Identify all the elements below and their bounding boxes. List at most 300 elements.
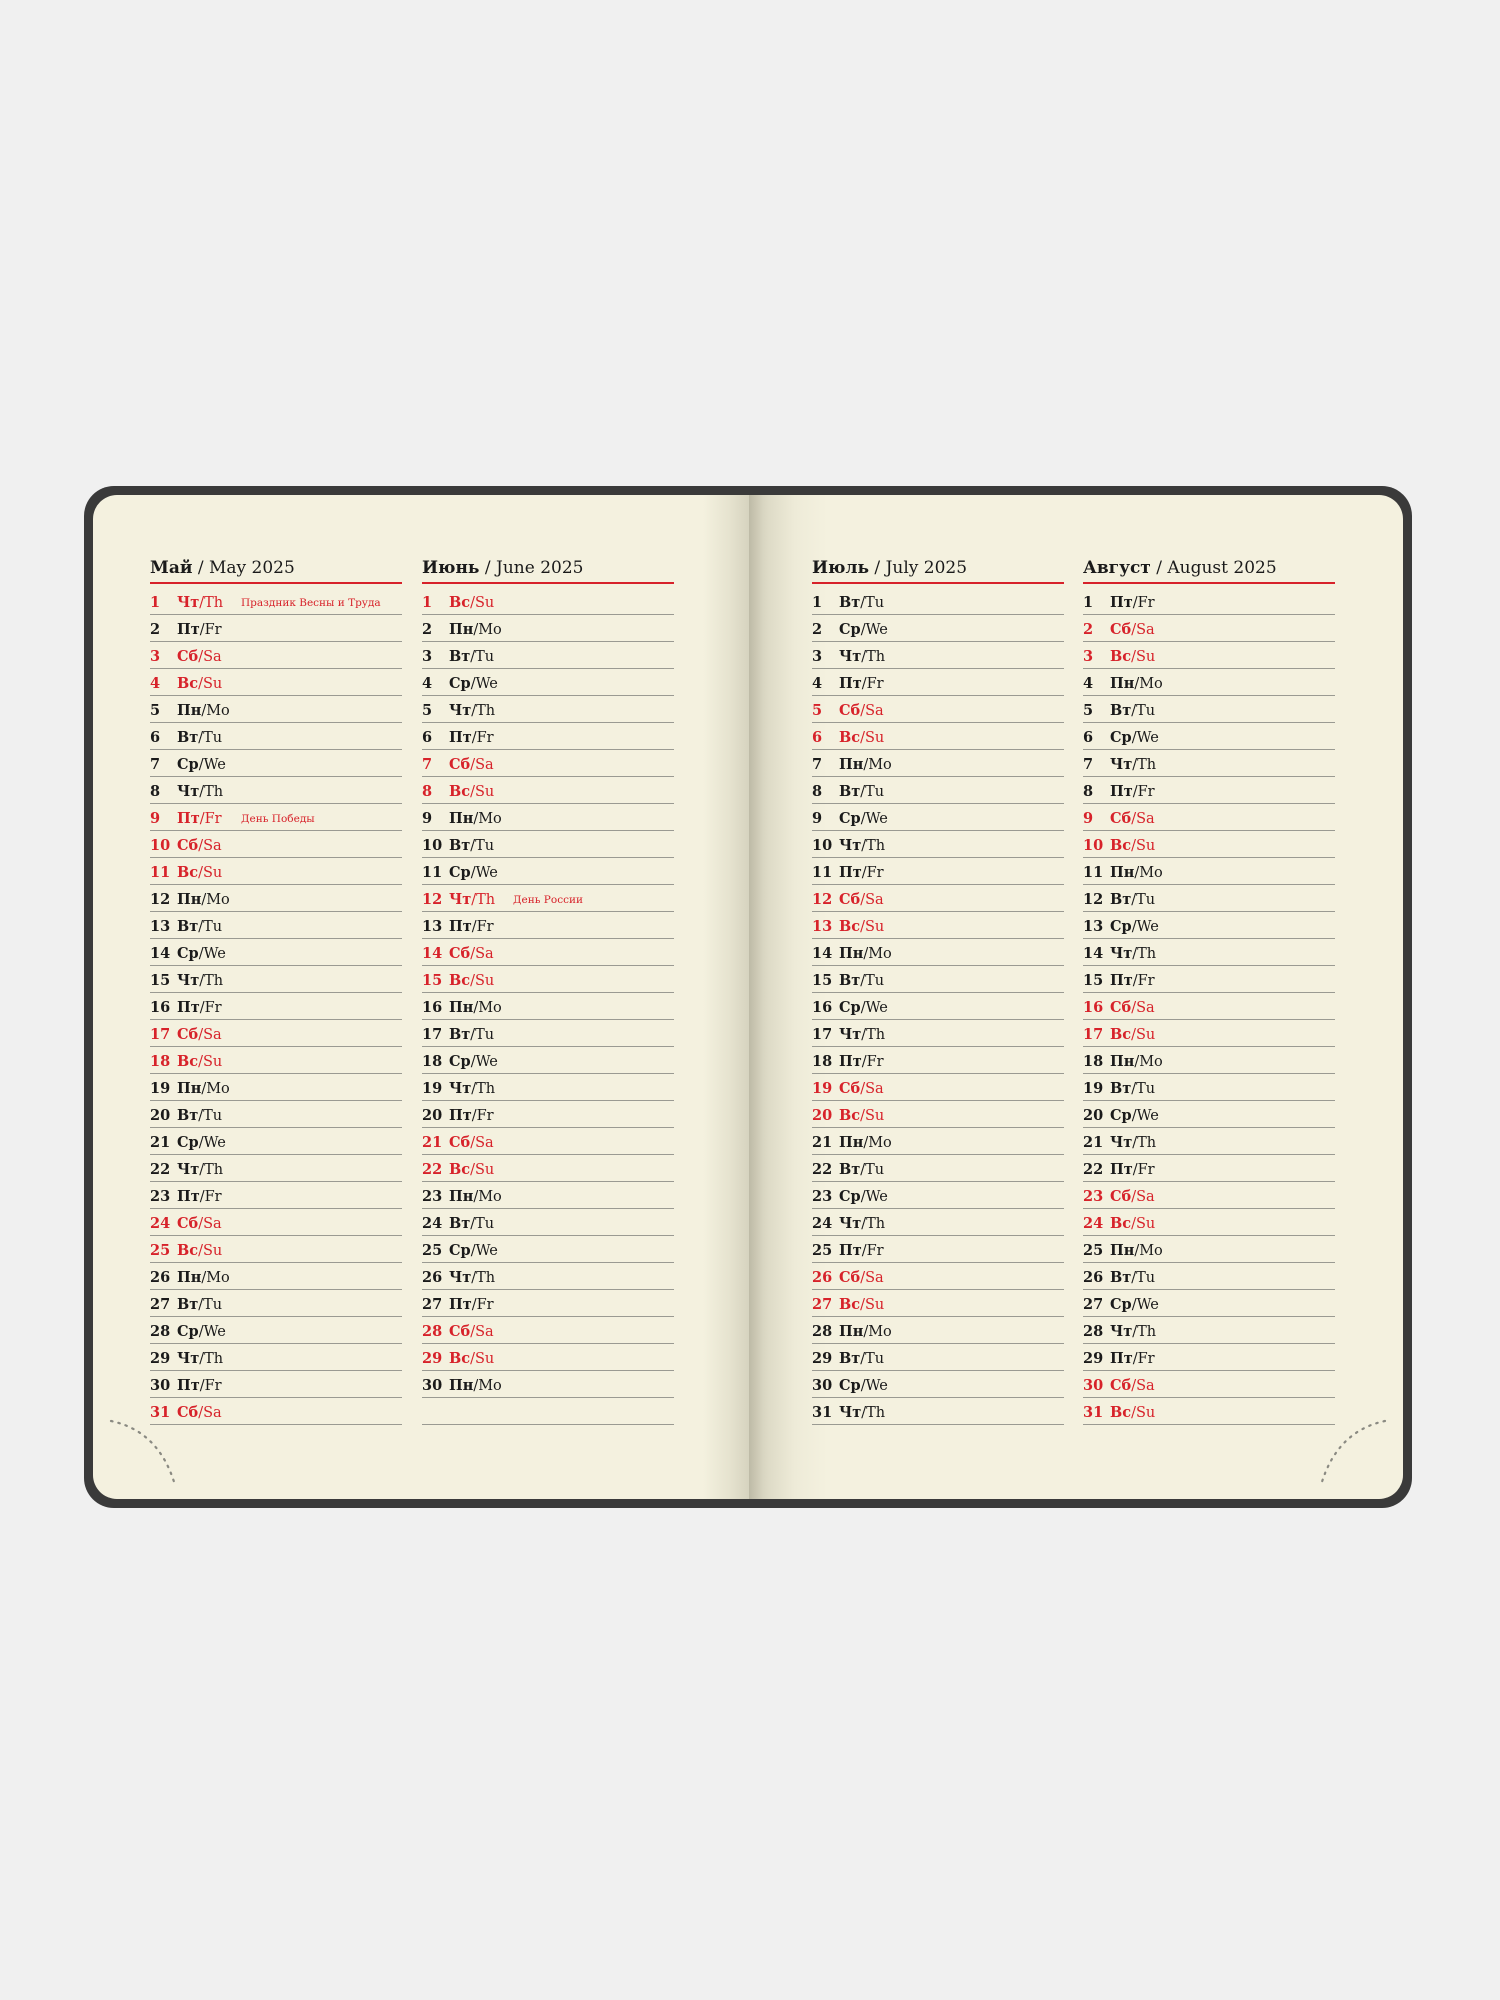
weekday-separator: / [1131, 1189, 1137, 1205]
day-row [422, 696, 674, 723]
weekday [449, 1080, 513, 1097]
weekday-separator: / [860, 1378, 866, 1394]
day-number: 14 [422, 945, 443, 962]
day-number: 22 [812, 1161, 833, 1178]
weekday-separator: / [198, 1135, 204, 1151]
day-row [422, 1209, 674, 1236]
weekday [449, 1215, 513, 1232]
weekday-separator: / [198, 1027, 204, 1043]
weekday [177, 1134, 241, 1151]
weekday-ru: Ср [177, 756, 199, 773]
weekday-en: Su [202, 1243, 223, 1259]
day-row [422, 912, 674, 939]
weekday-en: Th [204, 973, 224, 989]
day-row [812, 615, 1064, 642]
weekday-ru: Сб [839, 1080, 861, 1097]
weekday-en: Tu [865, 1351, 885, 1367]
day-number: 31 [812, 1404, 833, 1421]
weekday-en: Mo [478, 1000, 502, 1016]
weekday-separator: / [471, 703, 477, 719]
month-name-en: / May 2025 [192, 558, 295, 578]
weekday-en: Th [476, 892, 496, 908]
weekday-ru: Сб [177, 648, 199, 665]
day-row [1083, 1074, 1335, 1101]
weekday-ru: Ср [839, 1188, 861, 1205]
day-number: 31 [1083, 1404, 1104, 1421]
weekday-separator: / [198, 1297, 204, 1313]
weekday-ru: Пн [839, 1323, 864, 1340]
weekday-en: We [865, 1189, 888, 1205]
weekday-en: Sa [475, 946, 494, 962]
weekday-ru: Вс [177, 1053, 199, 1070]
day-row [812, 1209, 1064, 1236]
day-number: 5 [422, 702, 433, 719]
day-row [150, 1101, 402, 1128]
month-name-en: / July 2025 [869, 558, 968, 578]
weekday-en: Sa [203, 649, 222, 665]
weekday-en: Th [204, 784, 224, 800]
day-number: 8 [422, 783, 433, 800]
weekday-en: Fr [1137, 973, 1155, 989]
day-number: 23 [1083, 1188, 1104, 1205]
day-number: 16 [150, 999, 171, 1016]
weekday [449, 1188, 513, 1205]
weekday-separator: / [470, 649, 476, 665]
day-row [150, 966, 402, 993]
weekday-en: Th [1137, 757, 1157, 773]
day-number: 16 [422, 999, 443, 1016]
weekday-separator: / [861, 1027, 867, 1043]
weekday-separator: / [860, 784, 866, 800]
weekday [177, 1188, 241, 1205]
day-row [812, 858, 1064, 885]
day-number: 17 [150, 1026, 171, 1043]
weekday-en: Sa [203, 1216, 222, 1232]
day-row [422, 1047, 674, 1074]
weekday-en: Sa [865, 703, 884, 719]
weekday [839, 756, 903, 773]
weekday-en: Th [204, 1351, 224, 1367]
day-row [150, 669, 402, 696]
weekday [1110, 837, 1174, 854]
day-row [150, 1020, 402, 1047]
weekday [1110, 1269, 1174, 1286]
weekday-ru: Чт [839, 837, 862, 854]
day-number: 6 [422, 729, 433, 746]
day-row [150, 1128, 402, 1155]
day-number: 24 [150, 1215, 171, 1232]
weekday-en: Mo [478, 1378, 502, 1394]
weekday-en: Su [1135, 838, 1156, 854]
day-number: 19 [422, 1080, 443, 1097]
weekday [177, 918, 241, 935]
weekday [449, 594, 513, 611]
day-row [812, 1128, 1064, 1155]
weekday [177, 675, 241, 692]
day-row [150, 1047, 402, 1074]
weekday-separator: / [199, 1189, 205, 1205]
month-title [812, 552, 1064, 584]
day-number: 17 [1083, 1026, 1104, 1043]
weekday-ru: Вт [177, 918, 199, 935]
weekday-ru: Сб [839, 702, 861, 719]
weekday-ru: Пн [177, 891, 202, 908]
weekday-en: Fr [866, 865, 884, 881]
weekday-en: Mo [206, 1081, 230, 1097]
weekday-ru: Пт [839, 1242, 862, 1259]
weekday-en: Su [202, 1054, 223, 1070]
day-row [422, 1317, 674, 1344]
weekday [839, 1026, 903, 1043]
day-number: 16 [812, 999, 833, 1016]
weekday-ru: Вт [449, 1215, 471, 1232]
day-number: 26 [150, 1269, 171, 1286]
day-number: 9 [150, 810, 161, 827]
weekday-separator: / [1131, 1405, 1136, 1421]
weekday-en: Tu [1136, 892, 1156, 908]
weekday [839, 621, 903, 638]
weekday-ru: Вт [1110, 891, 1132, 908]
weekday-en: Sa [203, 1405, 222, 1421]
weekday-en: Th [866, 649, 886, 665]
day-number: 10 [1083, 837, 1104, 854]
weekday-separator: / [1131, 1378, 1137, 1394]
weekday-en: Th [476, 1081, 496, 1097]
day-row [1083, 1317, 1335, 1344]
weekday-en: Th [1137, 1324, 1157, 1340]
weekday [1110, 648, 1174, 665]
weekday-ru: Пт [1110, 1350, 1133, 1367]
day-number: 2 [1083, 621, 1094, 638]
day-number: 16 [1083, 999, 1104, 1016]
day-number: 19 [812, 1080, 833, 1097]
weekday-separator: / [860, 1189, 866, 1205]
weekday-separator: / [470, 946, 476, 962]
day-row [150, 588, 402, 615]
weekday-en: Sa [203, 1027, 222, 1043]
day-row [422, 939, 674, 966]
day-number: 15 [812, 972, 833, 989]
weekday [839, 1377, 903, 1394]
weekday-en: Sa [203, 838, 222, 854]
weekday-en: Fr [1137, 595, 1155, 611]
weekday-separator: / [198, 1054, 203, 1070]
weekday-en: We [1136, 730, 1159, 746]
weekday [449, 891, 513, 908]
day-row [1083, 1236, 1335, 1263]
weekday-en: Tu [1136, 1270, 1156, 1286]
day-row [812, 1263, 1064, 1290]
day-row [812, 804, 1064, 831]
weekday-separator: / [860, 919, 865, 935]
weekday-ru: Пт [839, 675, 862, 692]
weekday-en: Th [204, 595, 224, 611]
weekday-separator: / [470, 757, 476, 773]
weekday-en: We [865, 1378, 888, 1394]
day-row [812, 1182, 1064, 1209]
weekday-separator: / [1132, 946, 1138, 962]
day-number: 6 [812, 729, 823, 746]
day-row [1083, 804, 1335, 831]
weekday [839, 783, 903, 800]
weekday-ru: Пн [1110, 1242, 1135, 1259]
weekday-ru: Вт [177, 1296, 199, 1313]
weekday-separator: / [1131, 1027, 1136, 1043]
day-row [422, 642, 674, 669]
month-name-ru: Август [1083, 558, 1151, 578]
day-number: 8 [1083, 783, 1094, 800]
weekday-separator: / [860, 1162, 866, 1178]
weekday [1110, 1161, 1174, 1178]
weekday [1110, 810, 1174, 827]
weekday [1110, 864, 1174, 881]
day-number: 30 [422, 1377, 443, 1394]
weekday [839, 594, 903, 611]
day-row [422, 831, 674, 858]
day-number: 1 [150, 594, 161, 611]
day-number: 9 [1083, 810, 1094, 827]
month-title [422, 552, 674, 584]
month-name-ru: Июнь [422, 558, 480, 578]
day-number: 11 [150, 864, 171, 881]
weekday-en: We [475, 865, 498, 881]
weekday [839, 1269, 903, 1286]
weekday-ru: Вс [449, 1161, 471, 1178]
weekday-ru: Сб [177, 1215, 199, 1232]
weekday [839, 945, 903, 962]
weekday-ru: Ср [839, 810, 861, 827]
day-number: 4 [812, 675, 823, 692]
weekday [449, 783, 513, 800]
weekday-ru: Вт [1110, 1080, 1132, 1097]
day-row [812, 1317, 1064, 1344]
day-number: 27 [812, 1296, 833, 1313]
weekday-en: We [865, 811, 888, 827]
weekday-ru: Ср [1110, 1107, 1132, 1124]
weekday-en: Tu [203, 730, 223, 746]
day-row [422, 615, 674, 642]
corner-pocket-left [109, 1417, 179, 1487]
day-number: 31 [150, 1404, 171, 1421]
weekday [839, 810, 903, 827]
weekday-ru: Пн [839, 756, 864, 773]
weekday [1110, 1188, 1174, 1205]
day-row [150, 912, 402, 939]
day-row [812, 1101, 1064, 1128]
day-row [150, 831, 402, 858]
weekday-ru: Ср [177, 945, 199, 962]
day-number: 25 [422, 1242, 443, 1259]
weekday [1110, 1215, 1174, 1232]
weekday [177, 837, 241, 854]
weekday-en: Mo [1139, 865, 1163, 881]
weekday-separator: / [860, 730, 865, 746]
weekday [1110, 891, 1174, 908]
weekday-separator: / [1131, 811, 1137, 827]
day-row [812, 1074, 1064, 1101]
weekday-en: Sa [865, 892, 884, 908]
weekday-en: Tu [203, 1297, 223, 1313]
day-number: 15 [422, 972, 443, 989]
weekday-ru: Пн [449, 1188, 474, 1205]
weekday [1110, 945, 1174, 962]
weekday-separator: / [1134, 1243, 1140, 1259]
weekday-en: Sa [865, 1270, 884, 1286]
weekday-ru: Вт [177, 729, 199, 746]
day-number: 18 [1083, 1053, 1104, 1070]
day-number: 20 [812, 1107, 833, 1124]
weekday-separator: / [473, 811, 479, 827]
weekday-en: Sa [1136, 811, 1155, 827]
day-number: 19 [1083, 1080, 1104, 1097]
day-row [150, 1344, 402, 1371]
weekday-ru: Сб [177, 1026, 199, 1043]
day-row [422, 1398, 674, 1425]
weekday-en: Tu [865, 1162, 885, 1178]
weekday-en: Su [474, 1351, 495, 1367]
weekday-en: Tu [475, 838, 495, 854]
day-number: 28 [422, 1323, 443, 1340]
weekday [839, 648, 903, 665]
weekday-ru: Пт [177, 810, 200, 827]
day-row [1083, 993, 1335, 1020]
weekday [1110, 594, 1174, 611]
day-row [1083, 831, 1335, 858]
weekday [839, 1134, 903, 1151]
day-number: 29 [422, 1350, 443, 1367]
holiday-label: Праздник Весны и Труда [241, 596, 381, 609]
day-number: 8 [812, 783, 823, 800]
day-row [812, 966, 1064, 993]
weekday [1110, 756, 1174, 773]
weekday-ru: Чт [177, 594, 200, 611]
weekday-separator: / [1132, 1324, 1138, 1340]
weekday-en: Tu [865, 784, 885, 800]
weekday-ru: Чт [1110, 1134, 1133, 1151]
weekday-separator: / [470, 784, 475, 800]
day-row [1083, 696, 1335, 723]
weekday-separator: / [1134, 865, 1140, 881]
day-number: 27 [150, 1296, 171, 1313]
day-row [1083, 885, 1335, 912]
day-row [150, 1155, 402, 1182]
weekday-ru: Пн [839, 945, 864, 962]
weekday [1110, 675, 1174, 692]
weekday-separator: / [861, 649, 867, 665]
weekday-separator: / [470, 1324, 476, 1340]
day-number: 15 [1083, 972, 1104, 989]
weekday-en: Su [474, 973, 495, 989]
day-number: 30 [1083, 1377, 1104, 1394]
month-column [422, 552, 674, 1425]
day-row [1083, 858, 1335, 885]
weekday-ru: Пн [449, 1377, 474, 1394]
weekday-ru: Вт [1110, 702, 1132, 719]
day-row [812, 588, 1064, 615]
day-row [422, 669, 674, 696]
weekday-separator: / [198, 1324, 204, 1340]
day-number: 28 [150, 1323, 171, 1340]
day-number: 29 [812, 1350, 833, 1367]
weekday-separator: / [1131, 919, 1137, 935]
day-row [812, 1371, 1064, 1398]
day-row [150, 993, 402, 1020]
day-number: 7 [1083, 756, 1094, 773]
day-number: 17 [422, 1026, 443, 1043]
weekday-separator: / [470, 838, 476, 854]
weekday-ru: Чт [449, 702, 472, 719]
weekday [449, 837, 513, 854]
weekday [1110, 729, 1174, 746]
weekday [177, 702, 241, 719]
day-number: 11 [812, 864, 833, 881]
day-number: 9 [812, 810, 823, 827]
day-number: 12 [1083, 891, 1104, 908]
weekday-ru: Вс [177, 1242, 199, 1259]
weekday [1110, 1323, 1174, 1340]
weekday-separator: / [473, 1000, 479, 1016]
weekday-separator: / [1131, 622, 1137, 638]
day-row [422, 1074, 674, 1101]
weekday [177, 891, 241, 908]
day-number: 25 [1083, 1242, 1104, 1259]
day-row [812, 993, 1064, 1020]
weekday-en: Su [202, 676, 223, 692]
weekday-separator: / [860, 595, 866, 611]
weekday-separator: / [473, 622, 479, 638]
weekday-separator: / [1132, 1351, 1138, 1367]
weekday-ru: Сб [1110, 1188, 1132, 1205]
weekday-en: Mo [868, 757, 892, 773]
weekday-ru: Чт [1110, 756, 1133, 773]
weekday-ru: Вт [1110, 1269, 1132, 1286]
weekday-ru: Вт [449, 1026, 471, 1043]
day-number: 13 [1083, 918, 1104, 935]
weekday-en: Tu [203, 1108, 223, 1124]
weekday [1110, 1296, 1174, 1313]
weekday-en: Fr [866, 1243, 884, 1259]
weekday-ru: Ср [1110, 1296, 1132, 1313]
day-row [1083, 912, 1335, 939]
weekday [839, 1323, 903, 1340]
weekday-separator: / [1132, 1135, 1138, 1151]
weekday-ru: Пн [177, 1080, 202, 1097]
weekday [449, 1134, 513, 1151]
day-number: 18 [150, 1053, 171, 1070]
weekday-en: Mo [1139, 1243, 1163, 1259]
weekday-en: Fr [204, 622, 222, 638]
weekday-ru: Чт [839, 1404, 862, 1421]
weekday-ru: Пн [839, 1134, 864, 1151]
weekday [449, 1377, 513, 1394]
weekday [177, 1242, 241, 1259]
day-row [1083, 723, 1335, 750]
day-row [812, 696, 1064, 723]
day-row [150, 642, 402, 669]
weekday-ru: Ср [1110, 918, 1132, 935]
day-row [422, 1236, 674, 1263]
weekday [839, 1404, 903, 1421]
day-number: 26 [422, 1269, 443, 1286]
day-row [812, 723, 1064, 750]
weekday [177, 783, 241, 800]
weekday [449, 810, 513, 827]
weekday-en: Fr [866, 1054, 884, 1070]
weekday-separator: / [1132, 973, 1138, 989]
weekday-en: Su [1135, 1216, 1156, 1232]
day-list [1083, 588, 1335, 1425]
month-name-en: / August 2025 [1150, 558, 1277, 578]
